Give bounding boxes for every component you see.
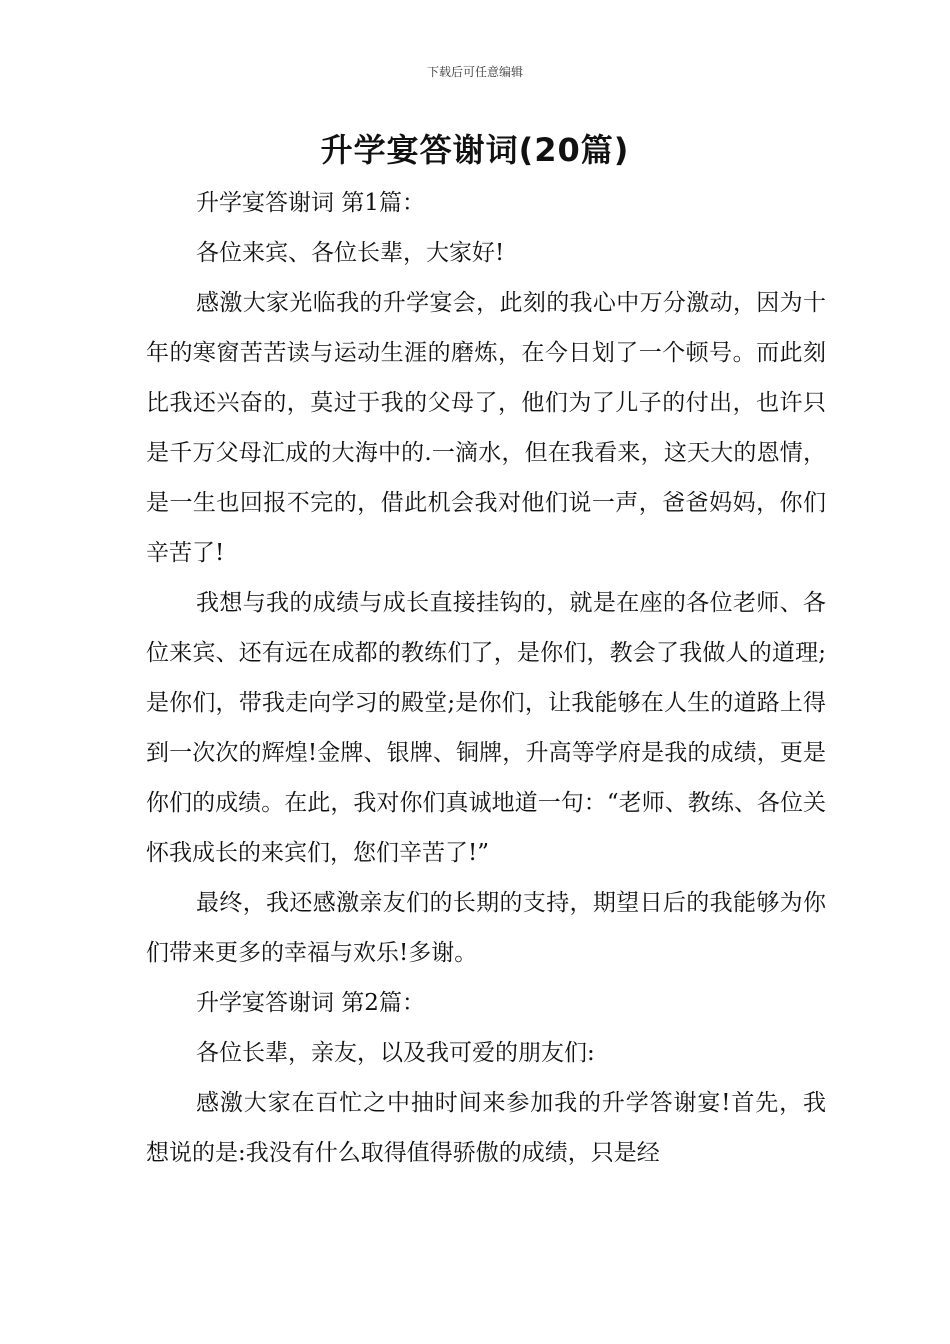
body-paragraph: 感激大家在百忙之中抽时间来参加我的升学答谢宴!首先，我想说的是:我没有什么取得值得骄傲的成绩，只是经 <box>146 1090 826 1166</box>
body-paragraph: 我想与我的成绩与成长直接挂钩的，就是在座的各位老师、各位来宾、还有远在成都的教练们了，是你们，教会了我做人的道理;是你们，带我走向学习的殿堂;是你们，让我能够在人生的道路上得到一次次的辉煌!金牌、银牌、铜牌，升高等学府是我的成绩，更是你们的成绩。在此，我对你们真诚地道一句：“老师、教练、各位关怀我成长的来宾们，您们辛苦了!” <box>146 590 826 866</box>
document-body <box>146 178 826 1178</box>
section-heading-1: 升学宴答谢词 第1篇： <box>196 190 425 216</box>
section-heading-2: 升学宴答谢词 第2篇： <box>196 990 425 1016</box>
greeting-2: 各位长辈，亲友，以及我可爱的朋友们: <box>196 1040 595 1066</box>
body-paragraph: 感激大家光临我的升学宴会，此刻的我心中万分激动，因为十年的寒窗苦苦读与运动生涯的磨炼，在今日划了一个顿号。而此刻比我还兴奋的，莫过于我的父母了，他们为了儿子的付出，也许只是千万父母汇成的大海中的.一滴水，但在我看来，这天大的恩情，是一生也回报不完的，借此机会我对他们说一声，爸爸妈妈，你们辛苦了! <box>146 290 826 566</box>
body-paragraph: 最终，我还感激亲友们的长期的支持，期望日后的我能够为你们带来更多的幸福与欢乐!多谢。 <box>146 890 826 966</box>
greeting-1: 各位来宾、各位长辈，大家好! <box>196 240 505 266</box>
header-note: 下载后可任意编辑 <box>426 65 523 79</box>
document-title: 升学宴答谢词(20篇) <box>320 131 630 169</box>
